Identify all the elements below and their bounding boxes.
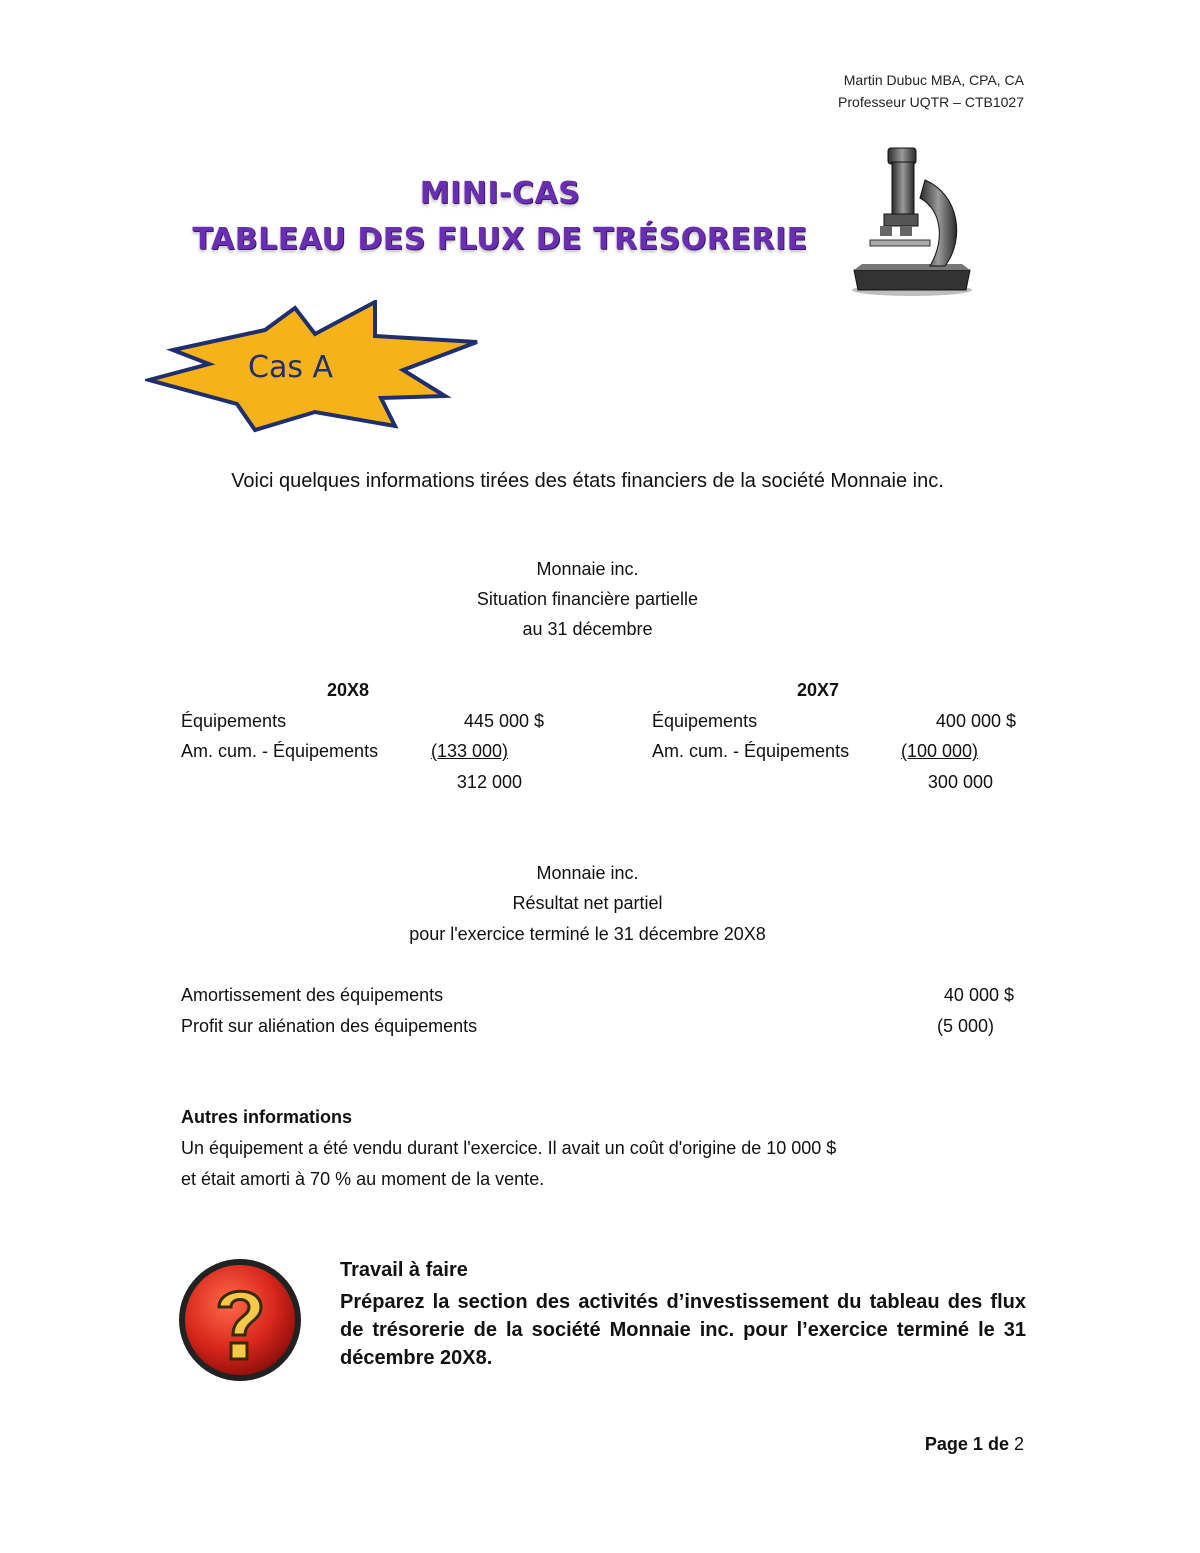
- intro-text: Voici quelques informations tirées des états financiers de la société Monnaie inc.: [231, 470, 944, 492]
- task-heading: Travail à faire: [340, 1259, 468, 1281]
- header-author: Martin Dubuc MBA, CPA, CA: [843, 72, 1024, 88]
- page-number: 1: [972, 1434, 983, 1454]
- is-title: Résultat net partiel: [512, 893, 663, 913]
- bs-year2-row2-label: Am. cum. - Équipements: [652, 741, 850, 761]
- bs-year2: 20X7: [797, 680, 840, 700]
- bs-title: Situation financière partielle: [476, 589, 699, 609]
- title-line1: MINI-CAS: [419, 176, 581, 211]
- bs-year2-row1-label: Équipements: [652, 711, 758, 731]
- microscope-icon: [840, 140, 980, 300]
- is-row2-value: (5 000): [936, 1016, 994, 1036]
- bs-year1-total: 312 000: [456, 772, 522, 792]
- bs-company: Monnaie inc.: [536, 559, 639, 579]
- is-row1-value: 40 000 $: [943, 985, 1014, 1005]
- page-footer: [925, 1434, 1024, 1455]
- task-text: Préparez la section des activités d’investissement du tableau des flux de trésorerie de la société Monnaie inc. pour l’exercice terminé le 31 décembre 20X8.: [340, 1291, 1026, 1369]
- bs-year2-row1-value: 400 000 $: [935, 711, 1016, 731]
- question-icon: [175, 1255, 305, 1385]
- page-of-label: de: [987, 1434, 1009, 1454]
- bs-year1-row2-label: Am. cum. - Équipements: [181, 741, 379, 761]
- bs-year2-row2-value: (100 000): [901, 741, 979, 761]
- page-label: Page: [924, 1434, 968, 1454]
- is-row1-label: Amortissement des équipements: [181, 985, 444, 1005]
- badge-label: Cas A: [248, 350, 334, 385]
- header-course: Professeur UQTR – CTB1027: [838, 94, 1024, 110]
- page-total: 2: [1013, 1434, 1024, 1454]
- other-line1: Un équipement a été vendu durant l'exercice. Il avait un coût d'origine de 10 000 $: [181, 1138, 837, 1158]
- bs-year1-row1-label: Équipements: [181, 711, 287, 731]
- bs-year2-total: 300 000: [927, 772, 993, 792]
- is-row2-label: Profit sur aliénation des équipements: [181, 1016, 478, 1036]
- other-line2: et était amorti à 70 % au moment de la vente.: [181, 1169, 545, 1189]
- bs-year1: 20X8: [327, 680, 370, 700]
- other-heading: Autres informations: [181, 1107, 353, 1127]
- is-company: Monnaie inc.: [536, 863, 639, 883]
- is-period: pour l'exercice terminé le 31 décembre 20X8: [409, 924, 766, 944]
- title-line2: TABLEAU DES FLUX DE TRÉSORERIE: [192, 222, 808, 257]
- bs-year1-row1-value: 445 000 $: [463, 711, 544, 731]
- bs-year1-row2-value: (133 000): [431, 741, 509, 761]
- bs-date: au 31 décembre: [522, 619, 653, 639]
